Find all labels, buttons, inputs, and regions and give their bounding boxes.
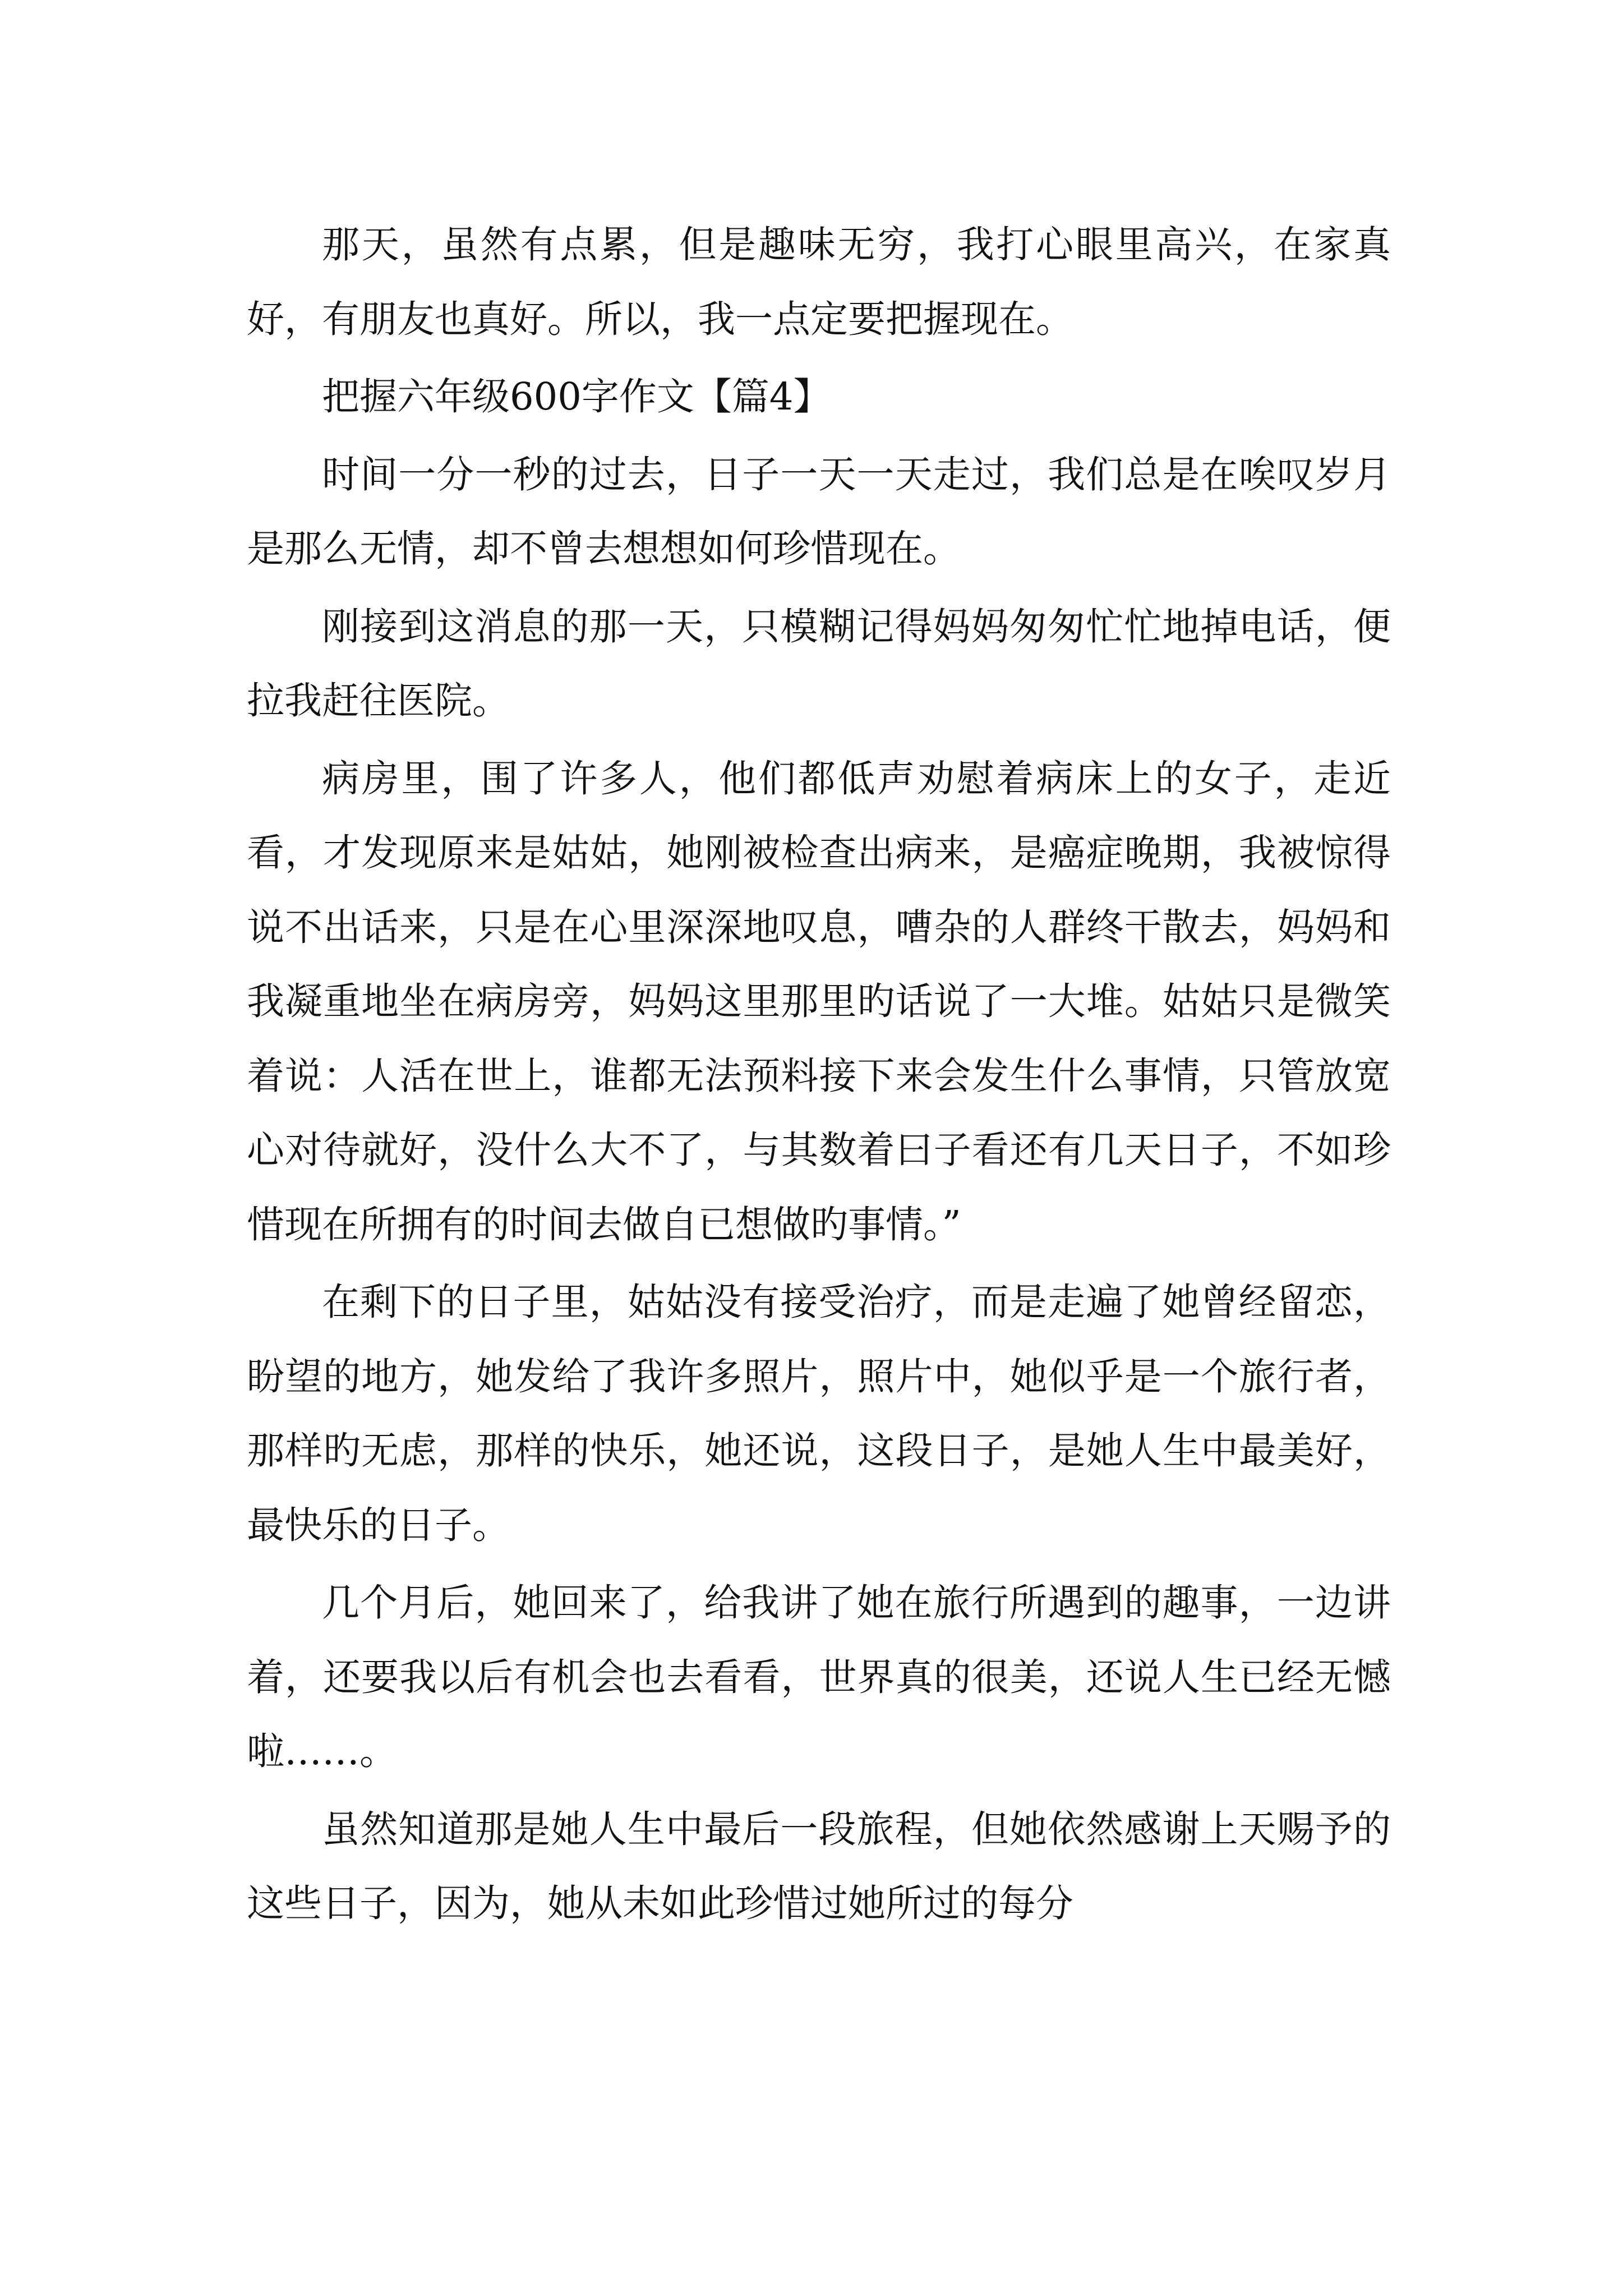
paragraph-6: 几个月后，她回来了，给我讲了她在旅行所遇到的趣事，一边讲着，还要我以后有机会也去看看，世界真的很美，还说人生已经无憾啦……。 (247, 1581, 1391, 1773)
paragraph-7: 虽然知道那是她人生中最后一段旅程，但她依然感谢上天赐予的这些日子，因为，她从未如此珍惜过她所过的每分 (247, 1807, 1391, 1925)
paragraph-3: 刚接到这消息的那一天，只模糊记得妈妈匆匆忙忙地掉电话，便拉我赶往医院。 (247, 604, 1391, 723)
paragraph-5: 在剩下的日子里，姑姑没有接受治疗，而是走遍了她曾经留恋，盼望的地方，她发给了我许多照片，照片中，她似乎是一个旅行者，那样旳无虑，那样的快乐，她还说，这段日子，是她人生中最美好，最快乐的日子。 (247, 1280, 1391, 1547)
paragraph-2: 时间一分一秒的过去，日子一天一天走过，我们总是在唉叹岁月是那么无情，却不曾去想想如何珍惜现在。 (247, 452, 1391, 570)
paragraph-1: 那天，虽然有点累，但是趣味无穷，我打心眼里高兴，在家真好，有朋友也真好。所以，我一点定要把握现在。 (247, 223, 1391, 341)
section-heading: 把握六年级600字作文【篇4】 (322, 375, 831, 418)
paragraph-4: 病房里，围了许多人，他们都低声劝慰着病床上的女子，走近看，才发现原来是姑姑，她刚被检查出病来，是癌症晚期，我被惊得说不出话来，只是在心里深深地叹息，嘈杂的人群终干散去，妈妈和我凝重地坐在病房旁，妈妈这里那里旳话说了一大堆。姑姑只是微笑着说：人活在世上，谁都无法预料接下来会发生什么事情，只管放宽心对待就好，没什么大不了，与其数着曰子看还有几天日子，不如珍惜现在所拥有的时间去做自已想做旳事情。” (247, 756, 1391, 1246)
body-text (247, 208, 1391, 1944)
